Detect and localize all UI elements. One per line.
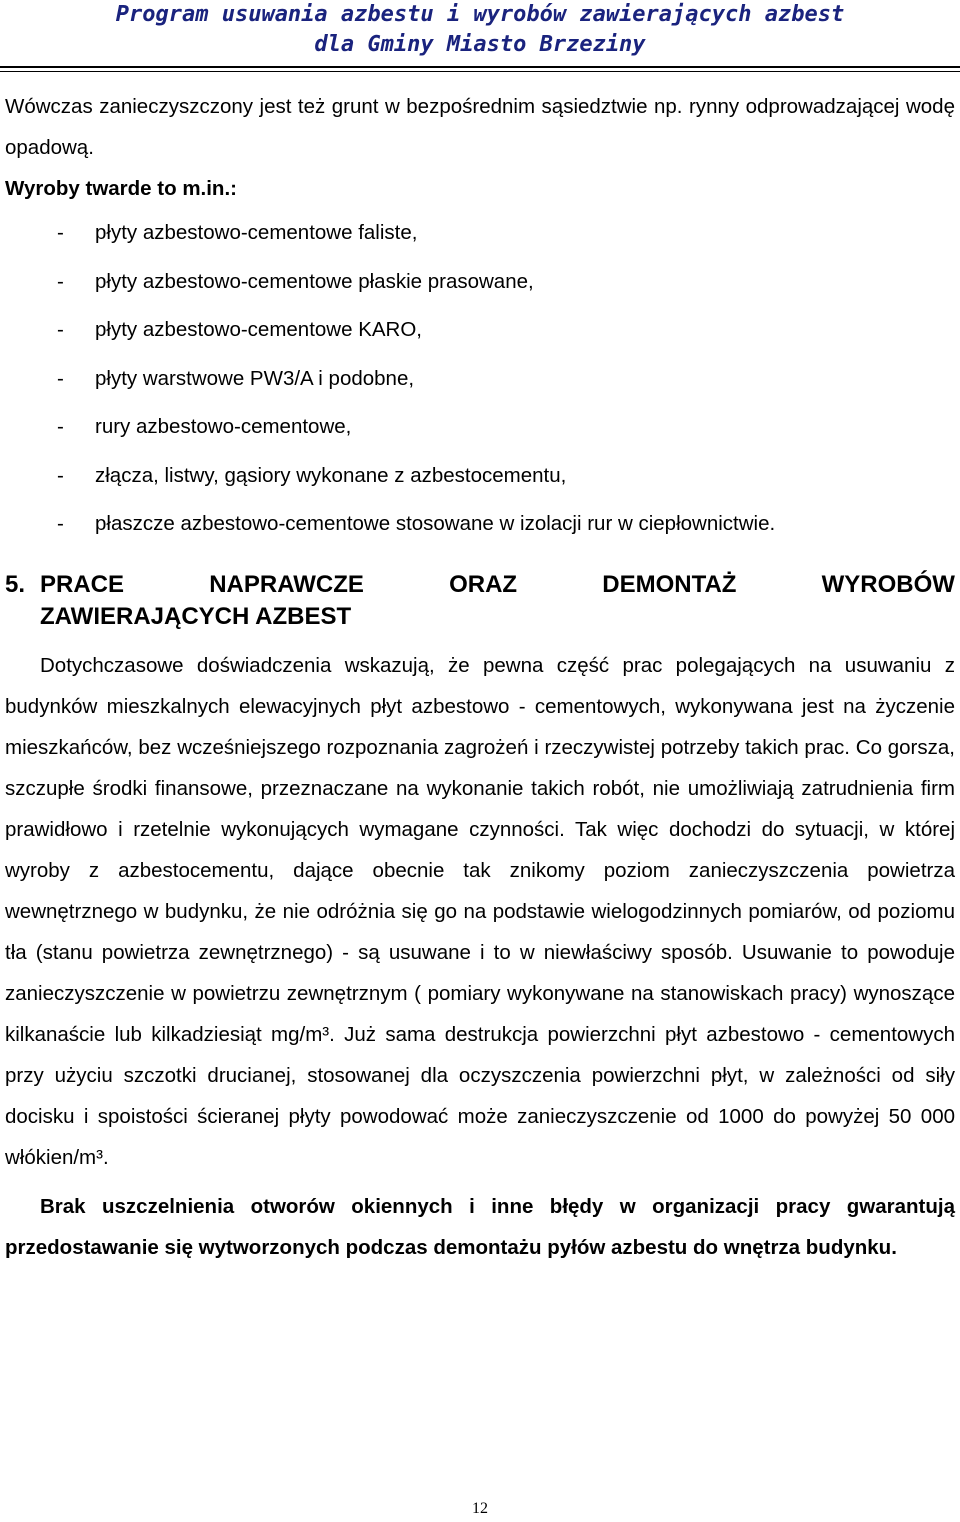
header-rule-thin: [0, 71, 960, 72]
document-body: [5, 86, 955, 1268]
section-body-paragraph: Dotychczasowe doświadczenia wskazują, że pewna część prac polegających na usuwaniu z budynków mieszkalnych elewacyjnych płyt azbestowo - cementowych, wykonywana jest na życzenie mieszkańców, bez wcześniejszego rozpoznania zagrożeń i rzeczywistej potrzeby takich prac. Co gorsza, szczupłe środki finansowe, przeznaczane na wykonanie takich robót, nie umożliwiają zatrudnienia firm prawidłowo i rzetelnie wykonujących wymagane czynności. Tak więc dochodzi do sytuacji, w której wyroby z azbestocementu, dające obecnie tak znikomy poziom zanieczyszczenia powietrza wewnętrznego w budynku, że nie odróżnia się go na podstawie wielogodzinnych pomiarów, od poziomu tła (stanu powietrza zewnętrznego) - są usuwane i to w niewłaściwy sposób. Usuwanie to powoduje zanieczyszczenie w powietrzu zewnętrznym ( pomiary wykonywane na stanowiskach pracy) wynoszące kilkanaście lub kilkadziesiąt mg/m³. Już sama destrukcja powierzchni płyt azbestowo - cementowych przy użyciu szczotki drucianej, stosowanej dla oczyszczenia powierzchni płyt, w zależności od siły docisku i spoistości ścieranej płyty powodować może zanieczyszczenie od 1000 do powyżej 50 000 włókien/m³.: [5, 653, 955, 1169]
dash-bullet: -: [57, 463, 64, 487]
page-number: 12: [472, 1500, 488, 1517]
list-item: - płyty azbestowo-cementowe faliste,: [5, 209, 955, 258]
header-title-line2: dla Gminy Miasto Brzeziny: [314, 32, 646, 57]
dash-bullet: -: [57, 269, 64, 293]
dash-bullet: -: [57, 366, 64, 390]
list-item: - płyty warstwowe PW3/A i podobne,: [5, 355, 955, 404]
list-item: - złącza, listwy, gąsiory wykonane z azbestocementu,: [5, 452, 955, 501]
heading-word: PRACE: [40, 570, 125, 598]
heading-word: WYROBÓW: [821, 570, 955, 598]
dash-bullet: -: [57, 512, 64, 535]
intro-paragraph: Wówczas zanieczyszczony jest też grunt w bezpośrednim sąsiedztwie np. rynny odprowadzającej wodę opadową.: [5, 95, 955, 159]
heading-word: DEMONTAŻ: [602, 570, 737, 598]
dash-bullet: -: [57, 221, 64, 244]
list-item: - rury azbestowo-cementowe,: [5, 403, 955, 452]
heading-word: NAPRAWCZE: [209, 570, 364, 598]
header-title-line1: Program usuwania azbestu i wyrobów zawierających azbest: [115, 2, 845, 27]
section-heading-line1: [40, 569, 955, 601]
dash-bullet: -: [57, 318, 64, 341]
hard-products-list: [5, 209, 955, 549]
section-number: 5.: [5, 570, 26, 598]
header-rule: [0, 66, 960, 68]
bold-conclusion-paragraph: Brak uszczelnienia otworów okiennych i inne błędy w organizacji pracy gwarantują przedostawanie się wytworzonych podczas demontażu pyłów azbestu do wnętrza budynku.: [5, 1194, 955, 1259]
list-item: - płaszcze azbestowo-cementowe stosowane w izolacji rur w ciepłownictwie.: [5, 500, 955, 549]
dash-bullet: -: [57, 415, 64, 438]
page-header: [0, 0, 960, 60]
hard-products-heading: Wyroby twarde to m.in.:: [5, 177, 237, 200]
list-item: - płyty azbestowo-cementowe płaskie prasowane,: [5, 258, 955, 307]
section-heading-line2: ZAWIERAJĄCYCH AZBEST: [40, 602, 352, 630]
list-item: - płyty azbestowo-cementowe KARO,: [5, 306, 955, 355]
section-heading: [5, 569, 955, 633]
heading-word: ORAZ: [449, 570, 518, 598]
